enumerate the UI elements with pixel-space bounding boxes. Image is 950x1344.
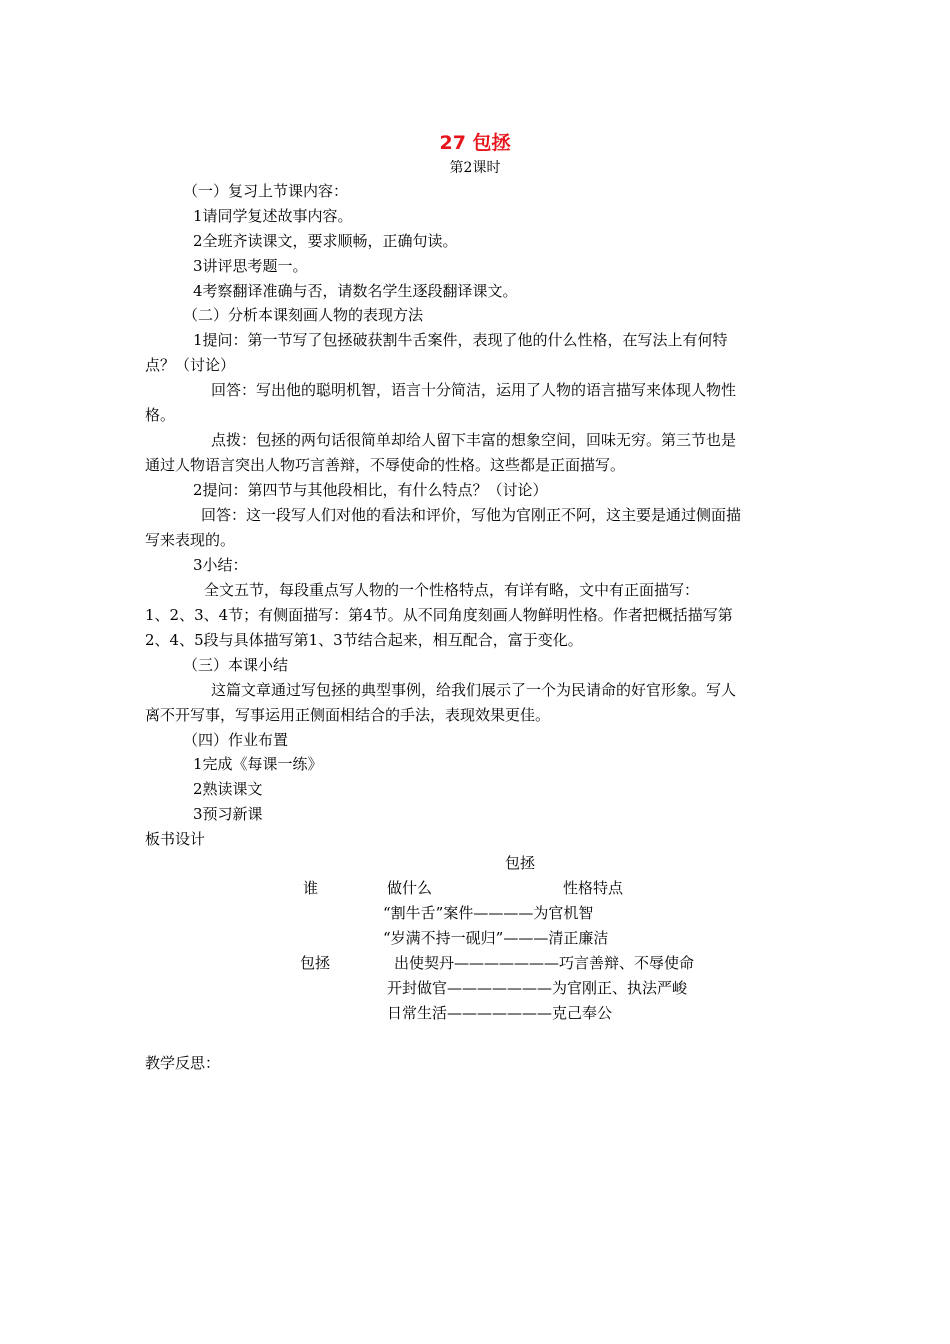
section1-item: 4考察翻译准确与否，请数名学生逐段翻译课文。 <box>193 282 518 300</box>
tip-line: 点拨：包拯的两句话很简单却给人留下丰富的想象空间，回味无穷。第三节也是 <box>211 431 737 449</box>
board-row: “岁满不持一砚归”———清正廉洁 <box>383 929 609 947</box>
section4-heading: （四）作业布置 <box>183 731 289 749</box>
homework-item: 2熟读课文 <box>193 780 263 798</box>
section3-line: 这篇文章通过写包拯的典型事例，给我们展示了一个为民请命的好官形象。写人 <box>211 681 737 699</box>
page-title: 27 包拯 <box>439 132 511 154</box>
summary-line: 全文五节，每段重点写人物的一个性格特点，有详有略，文中有正面描写： <box>204 581 700 599</box>
section3-heading: （三）本课小结 <box>183 656 289 674</box>
homework-item: 3预习新课 <box>193 805 263 823</box>
section1-heading: （一）复习上节课内容： <box>183 182 349 200</box>
board-row: “割牛舌”案件————为官机智 <box>383 904 594 922</box>
section1-item: 3讲评思考题一。 <box>193 257 308 275</box>
board-row: 开封做官———————为官刚正、执法严峻 <box>387 979 688 997</box>
board-design-label: 板书设计 <box>145 830 206 848</box>
tip-line: 通过人物语言突出人物巧言善辩，不辱使命的性格。这些都是正面描写。 <box>145 456 626 474</box>
board-row: 日常生活———————克己奉公 <box>387 1004 613 1022</box>
lesson-period: 第2课时 <box>449 160 501 176</box>
section3-line: 离不开写事，写事运用正侧面相结合的手法，表现效果更佳。 <box>145 706 551 724</box>
homework-item: 1完成《每课一练》 <box>193 755 323 773</box>
answer1-line: 回答：写出他的聪明机智，语言十分简洁，运用了人物的语言描写来体现人物性 <box>211 381 737 399</box>
summary-line: 1、2、3、4节；有侧面描写：第4节。从不同角度刻画人物鲜明性格。作者把概括描写第 <box>145 606 733 624</box>
question2-line: 2提问：第四节与其他段相比，有什么特点？（讨论） <box>193 481 548 499</box>
board-col-what: 做什么 <box>387 879 433 897</box>
question1-line: 点？（讨论） <box>145 356 236 374</box>
board-row: 出使契丹———————巧言善辩、不辱使命 <box>394 954 695 972</box>
section1-item: 2全班齐读课文，要求顺畅，正确句读。 <box>193 232 458 250</box>
summary-line: 2、4、5段与具体描写第1、3节结合起来，相互配合，富于变化。 <box>145 631 583 649</box>
board-person: 包拯 <box>300 954 331 972</box>
answer1-line: 格。 <box>145 406 176 424</box>
summary-heading: 3小结： <box>193 556 248 574</box>
board-col-trait: 性格特点 <box>563 879 624 897</box>
section2-heading: （二）分析本课刻画人物的表现方法 <box>183 306 424 324</box>
question1-line: 1提问：第一节写了包拯破获割牛舌案件，表现了他的什么性格，在写法上有何特 <box>193 331 728 349</box>
board-col-who: 谁 <box>303 879 319 897</box>
board-title: 包拯 <box>505 854 536 872</box>
answer2-line: 回答：这一段写人们对他的看法和评价，写他为官刚正不阿，这主要是通过侧面描 <box>201 506 742 524</box>
section1-item: 1请同学复述故事内容。 <box>193 207 353 225</box>
answer2-line: 写来表现的。 <box>145 531 236 549</box>
teaching-reflection-label: 教学反思： <box>145 1054 221 1072</box>
